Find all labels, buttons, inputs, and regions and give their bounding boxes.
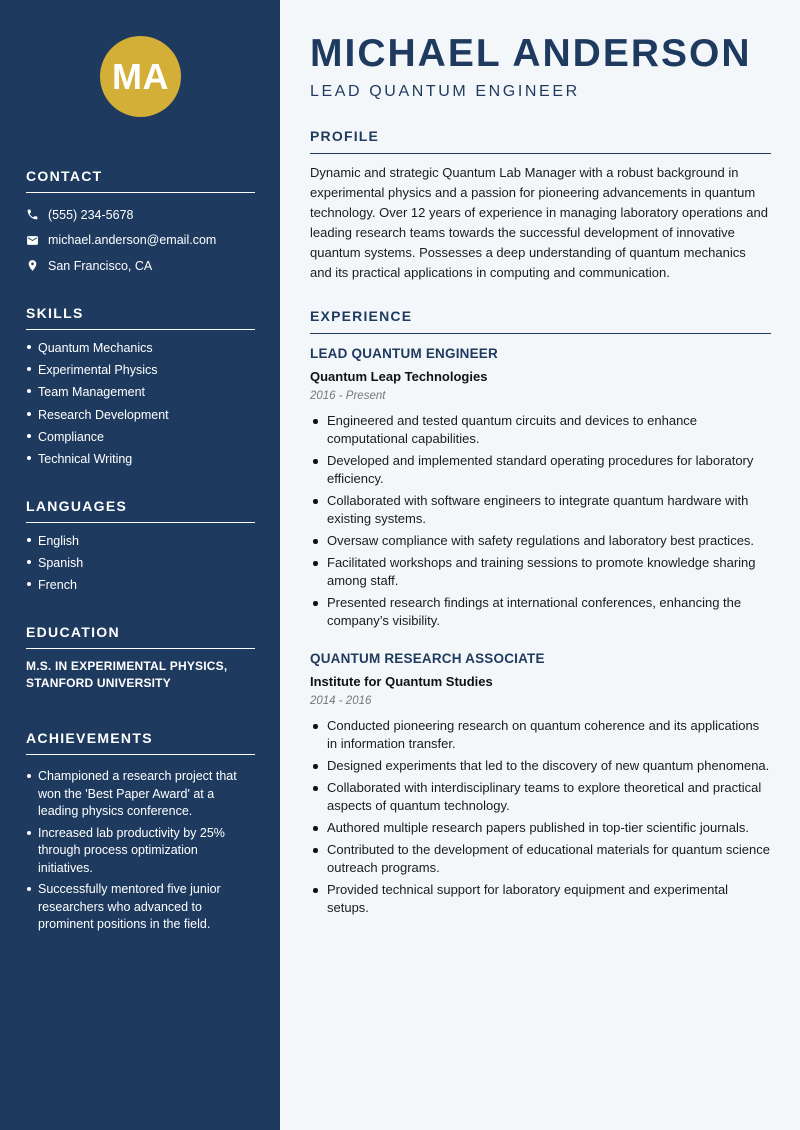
achievements-heading: ACHIEVEMENTS — [26, 730, 255, 755]
profile-text: Dynamic and strategic Quantum Lab Manager with a robust background in experimental physics and a passion for pioneering advancements in quantum technology. Over 12 years of experience in managing laboratory operations and leading research teams towards the successful development of innovative quantum systems. Possesses a deep understanding of quantum mechanics and its practical applications in computing and communication. — [310, 165, 768, 280]
experience-heading: EXPERIENCE — [310, 308, 771, 334]
achievement-item: Increased lab productivity by 25% through process optimization initiatives. — [26, 825, 255, 878]
skill-item: Experimental Physics — [26, 361, 255, 379]
job-bullet: Conducted pioneering research on quantum coherence and its applications in information transfer. — [310, 717, 771, 753]
education-school-line: STANFORD UNIVERSITY — [26, 676, 171, 690]
job-bullet: Oversaw compliance with safety regulations and laboratory best practices. — [310, 532, 771, 550]
job-title: LEAD QUANTUM ENGINEER — [310, 346, 498, 361]
avatar — [100, 36, 181, 117]
contact-email-text: michael.anderson@email.com — [48, 233, 217, 248]
contact-email — [26, 228, 255, 254]
skill-item: Research Development — [26, 406, 255, 424]
job-bullet: Presented research findings at international conferences, enhancing the company’s visibility. — [310, 594, 771, 630]
skill-item: Compliance — [26, 428, 255, 446]
languages-section — [26, 498, 255, 599]
contact-heading: CONTACT — [26, 168, 255, 193]
language-item: Spanish — [26, 554, 255, 572]
education-section — [26, 624, 255, 692]
profile-heading: PROFILE — [310, 128, 771, 154]
contact-location-text: San Francisco, CA — [48, 258, 153, 273]
job-bullet: Authored multiple research papers published in top-tier scientific journals. — [310, 819, 771, 837]
contact-phone-text: (555) 234-5678 — [48, 207, 134, 222]
education-degree-line: M.S. IN EXPERIMENTAL PHYSICS, — [26, 659, 228, 673]
job-entry — [310, 346, 771, 634]
candidate-role: LEAD QUANTUM ENGINEER — [310, 83, 580, 100]
job-bullet: Developed and implemented standard operating procedures for laboratory efficiency. — [310, 452, 771, 488]
job-bullet: Facilitated workshops and training sessions to promote knowledge sharing among staff. — [310, 554, 771, 590]
achievements-list — [26, 768, 255, 934]
email-icon — [26, 234, 39, 247]
skills-heading: SKILLS — [26, 305, 255, 330]
skills-section — [26, 305, 255, 472]
education-heading: EDUCATION — [26, 624, 255, 649]
job-company: Quantum Leap Technologies — [310, 369, 488, 384]
achievements-section — [26, 730, 255, 938]
skill-item: Team Management — [26, 383, 255, 401]
sidebar — [0, 0, 280, 1130]
contact-phone — [26, 202, 255, 228]
job-title: QUANTUM RESEARCH ASSOCIATE — [310, 651, 545, 666]
job-bullets — [310, 412, 771, 630]
education-degree — [26, 658, 255, 692]
avatar-initials: MA — [112, 55, 169, 97]
job-bullet: Engineered and tested quantum circuits and devices to enhance computational capabilities. — [310, 412, 771, 448]
skills-list — [26, 339, 255, 468]
phone-icon — [26, 208, 39, 221]
job-dates: 2014 - 2016 — [310, 695, 372, 707]
job-bullet: Collaborated with interdisciplinary teams to explore theoretical and practical aspects of quantum technology. — [310, 779, 771, 815]
language-item: French — [26, 576, 255, 594]
job-dates: 2016 - Present — [310, 390, 386, 402]
candidate-name: MICHAEL ANDERSON — [310, 32, 752, 75]
job-company: Institute for Quantum Studies — [310, 674, 493, 689]
achievement-item: Championed a research project that won the 'Best Paper Award' at a leading physics conference. — [26, 768, 255, 821]
language-item: English — [26, 532, 255, 550]
job-bullets — [310, 717, 771, 917]
job-bullet: Designed experiments that led to the discovery of new quantum phenomena. — [310, 757, 771, 775]
location-pin-icon — [26, 259, 39, 272]
job-bullet: Contributed to the development of educational materials for quantum science outreach programs. — [310, 841, 771, 877]
languages-heading: LANGUAGES — [26, 498, 255, 523]
languages-list — [26, 532, 255, 594]
contact-section — [26, 168, 255, 279]
job-bullet: Collaborated with software engineers to integrate quantum hardware with existing systems. — [310, 492, 771, 528]
skill-item: Quantum Mechanics — [26, 339, 255, 357]
contact-location — [26, 253, 255, 279]
job-entry — [310, 651, 771, 921]
skill-item: Technical Writing — [26, 450, 255, 468]
job-bullet: Provided technical support for laboratory equipment and experimental setups. — [310, 881, 771, 917]
achievement-item: Successfully mentored five junior researchers who advanced to prominent positions in the field. — [26, 881, 255, 934]
